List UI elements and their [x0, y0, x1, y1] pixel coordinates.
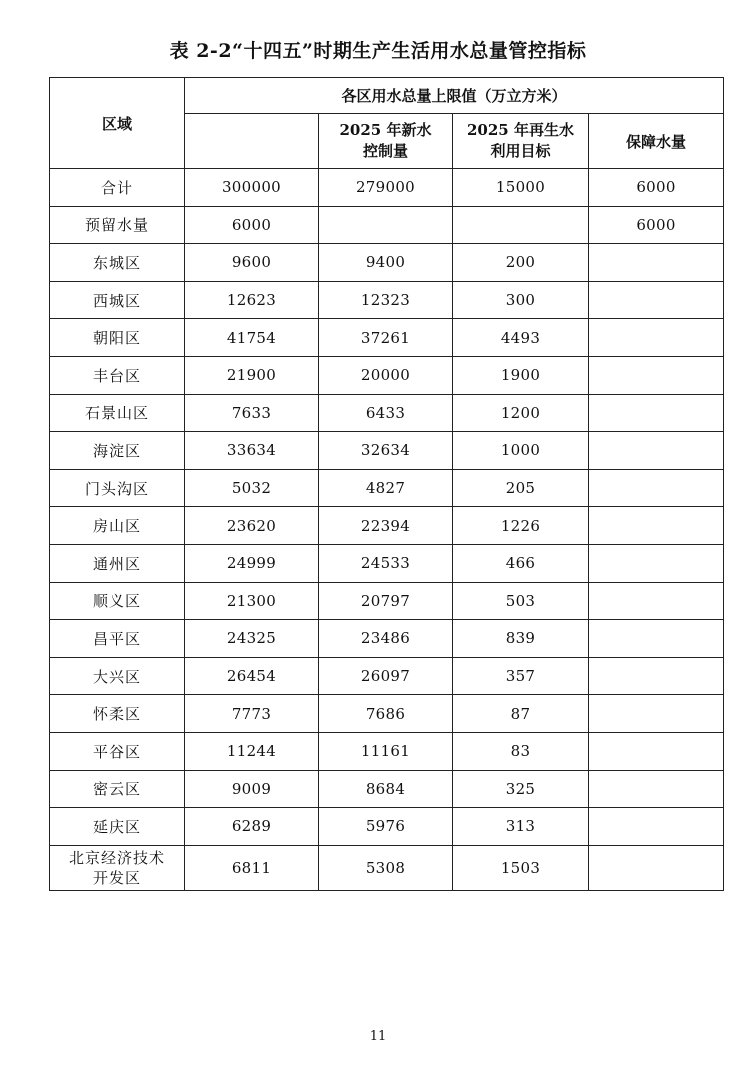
- cell-total: 9009: [185, 770, 319, 808]
- cell-guarantee: [589, 808, 724, 846]
- cell-guarantee: [589, 469, 724, 507]
- cell-region: 房山区: [50, 507, 185, 545]
- table-row: [50, 469, 724, 507]
- cell-region: [50, 845, 185, 890]
- cell-recycled: 4493: [453, 319, 589, 357]
- cell-guarantee: 6000: [589, 169, 724, 207]
- table-row: [50, 432, 724, 470]
- table-row: [50, 657, 724, 695]
- cell-total: 6811: [185, 845, 319, 890]
- table-row: [50, 507, 724, 545]
- cell-recycled: 1200: [453, 394, 589, 432]
- cell-region: 东城区: [50, 244, 185, 282]
- cell-recycled: 466: [453, 544, 589, 582]
- cell-recycled: 205: [453, 469, 589, 507]
- cell-region: 石景山区: [50, 394, 185, 432]
- header-recycled-line2: 利用目标: [490, 142, 551, 160]
- cell-new-water: 11161: [319, 732, 453, 770]
- cell-guarantee: [589, 244, 724, 282]
- header-recycled-water: [453, 114, 589, 169]
- cell-region: 朝阳区: [50, 319, 185, 357]
- table-row: [50, 356, 724, 394]
- cell-region: 大兴区: [50, 657, 185, 695]
- cell-total: 7773: [185, 695, 319, 733]
- cell-new-water: 4827: [319, 469, 453, 507]
- header-new-water: [319, 114, 453, 169]
- cell-new-water: 9400: [319, 244, 453, 282]
- cell-recycled: [453, 206, 589, 244]
- table-row: [50, 244, 724, 282]
- cell-recycled: 357: [453, 657, 589, 695]
- cell-guarantee: [589, 394, 724, 432]
- cell-recycled: 87: [453, 695, 589, 733]
- page-number: 11: [369, 1029, 387, 1044]
- cell-region-line2: 开发区: [92, 868, 141, 887]
- cell-total: 21900: [185, 356, 319, 394]
- water-quota-table: [49, 77, 724, 891]
- cell-new-water: 7686: [319, 695, 453, 733]
- cell-region: 预留水量: [50, 206, 185, 244]
- cell-total: 24325: [185, 620, 319, 658]
- cell-total: 6000: [185, 206, 319, 244]
- cell-guarantee: [589, 544, 724, 582]
- cell-new-water: [319, 206, 453, 244]
- cell-guarantee: [589, 620, 724, 658]
- cell-total: 23620: [185, 507, 319, 545]
- header-recycled-line1: 2025 年再生水: [467, 121, 574, 139]
- cell-total: 26454: [185, 657, 319, 695]
- table-row: [50, 206, 724, 244]
- cell-total: 12623: [185, 281, 319, 319]
- cell-region: 合计: [50, 169, 185, 207]
- cell-region: 通州区: [50, 544, 185, 582]
- header-total-empty: [185, 114, 319, 169]
- cell-new-water: 20000: [319, 356, 453, 394]
- cell-total: 6289: [185, 808, 319, 846]
- cell-recycled: 200: [453, 244, 589, 282]
- cell-new-water: 6433: [319, 394, 453, 432]
- header-new-water-line2: 控制量: [362, 142, 408, 160]
- cell-total: 300000: [185, 169, 319, 207]
- table-body: [50, 169, 724, 891]
- cell-region: 平谷区: [50, 732, 185, 770]
- cell-recycled: 839: [453, 620, 589, 658]
- cell-guarantee: [589, 845, 724, 890]
- table-row: [50, 770, 724, 808]
- table-row: [50, 808, 724, 846]
- table-row: [50, 319, 724, 357]
- cell-recycled: 83: [453, 732, 589, 770]
- table-row: [50, 169, 724, 207]
- cell-guarantee: [589, 695, 724, 733]
- table-row: [50, 732, 724, 770]
- cell-recycled: 1000: [453, 432, 589, 470]
- cell-total: 5032: [185, 469, 319, 507]
- cell-recycled: 15000: [453, 169, 589, 207]
- cell-guarantee: [589, 356, 724, 394]
- cell-guarantee: 6000: [589, 206, 724, 244]
- cell-new-water: 5308: [319, 845, 453, 890]
- cell-recycled: 1900: [453, 356, 589, 394]
- cell-region: 怀柔区: [50, 695, 185, 733]
- cell-total: 7633: [185, 394, 319, 432]
- cell-guarantee: [589, 582, 724, 620]
- table-row: [50, 544, 724, 582]
- cell-new-water: 12323: [319, 281, 453, 319]
- cell-guarantee: [589, 281, 724, 319]
- cell-recycled: 300: [453, 281, 589, 319]
- cell-total: 33634: [185, 432, 319, 470]
- cell-new-water: 22394: [319, 507, 453, 545]
- cell-new-water: 8684: [319, 770, 453, 808]
- cell-new-water: 26097: [319, 657, 453, 695]
- cell-guarantee: [589, 732, 724, 770]
- cell-guarantee: [589, 770, 724, 808]
- cell-guarantee: [589, 657, 724, 695]
- cell-region: 顺义区: [50, 582, 185, 620]
- cell-recycled: 313: [453, 808, 589, 846]
- cell-region: 门头沟区: [50, 469, 185, 507]
- header-region: 区域: [50, 78, 185, 169]
- table-row: [50, 845, 724, 890]
- cell-recycled: 503: [453, 582, 589, 620]
- cell-new-water: 279000: [319, 169, 453, 207]
- cell-region: 丰台区: [50, 356, 185, 394]
- cell-region: 昌平区: [50, 620, 185, 658]
- cell-recycled: 1503: [453, 845, 589, 890]
- cell-guarantee: [589, 432, 724, 470]
- cell-guarantee: [589, 507, 724, 545]
- header-new-water-line1: 2025 年新水: [339, 121, 432, 139]
- table-row: [50, 582, 724, 620]
- cell-region: 西城区: [50, 281, 185, 319]
- cell-recycled: 1226: [453, 507, 589, 545]
- cell-total: 24999: [185, 544, 319, 582]
- cell-total: 41754: [185, 319, 319, 357]
- header-row-group: [50, 78, 724, 114]
- cell-new-water: 24533: [319, 544, 453, 582]
- cell-recycled: 325: [453, 770, 589, 808]
- cell-total: 21300: [185, 582, 319, 620]
- cell-new-water: 32634: [319, 432, 453, 470]
- cell-guarantee: [589, 319, 724, 357]
- table-row: [50, 281, 724, 319]
- table-row: [50, 394, 724, 432]
- table-row: [50, 620, 724, 658]
- document-title: 表 2-2“十四五”时期生产生活用水总量管控指标: [169, 40, 587, 62]
- cell-region: 延庆区: [50, 808, 185, 846]
- cell-region: 海淀区: [50, 432, 185, 470]
- table-row: [50, 695, 724, 733]
- cell-new-water: 23486: [319, 620, 453, 658]
- cell-total: 11244: [185, 732, 319, 770]
- cell-region: 密云区: [50, 770, 185, 808]
- cell-total: 9600: [185, 244, 319, 282]
- header-guarantee: 保障水量: [589, 114, 724, 169]
- cell-region-line1: 北京经济技术: [68, 848, 165, 867]
- cell-new-water: 20797: [319, 582, 453, 620]
- header-group-label: 各区用水总量上限值（万立方米）: [185, 78, 724, 114]
- cell-new-water: 37261: [319, 319, 453, 357]
- cell-new-water: 5976: [319, 808, 453, 846]
